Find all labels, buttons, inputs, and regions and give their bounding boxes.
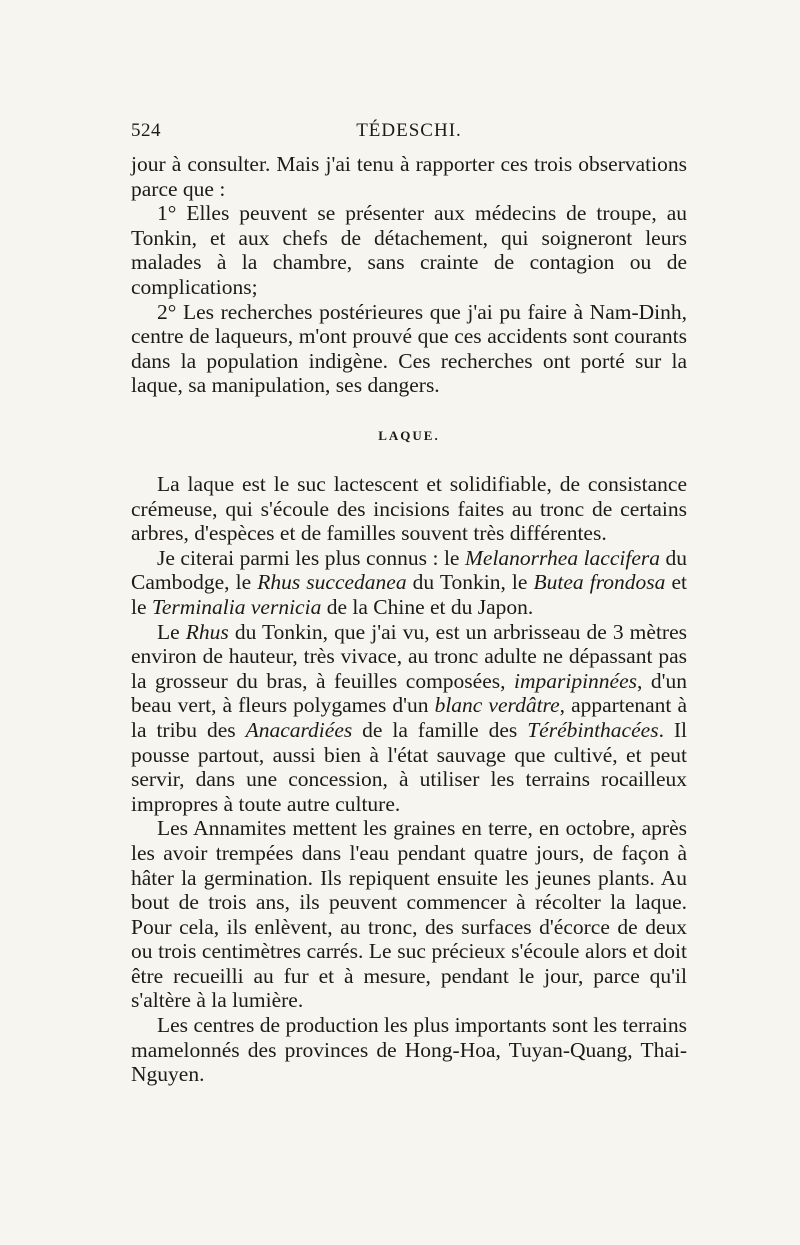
- paragraph: 1° Elles peuvent se présenter aux médecins de troupe, au Tonkin, et aux chefs de détachement, qui soigneront leurs malades à la chambre, sans crainte de contagion ou de complications;: [131, 201, 687, 299]
- text-block-intro: [131, 152, 687, 398]
- botanical-term: blanc verdâtre: [434, 693, 560, 718]
- species-name: Terminalia vernicia: [151, 594, 322, 619]
- text-run: et le: [131, 570, 687, 619]
- text-run: de la Chine et du Japon.: [321, 594, 534, 619]
- paragraph: [131, 546, 687, 620]
- paragraph: La laque est le suc lactescent et solidifiable, de consistance crémeuse, qui s'écoule des incisions faites au tronc de certains arbres, d'espèces et de familles souvent très différentes.: [131, 472, 687, 546]
- family-name: Térébinthacées: [527, 717, 659, 742]
- section-title: LAQUE.: [378, 428, 440, 443]
- text-run: Je citerai parmi les plus connus : le: [157, 545, 465, 570]
- text-run: Le: [157, 619, 186, 644]
- paragraph: [131, 620, 687, 817]
- page-header: [131, 120, 687, 148]
- paragraph: 2° Les recherches postérieures que j'ai pu faire à Nam-Dinh, centre de laqueurs, m'ont prouvé que ces accidents sont courants dans la population indigène. Ces recherches ont porté sur la laque, sa manipulation, ses dangers.: [131, 299, 687, 398]
- species-name: Butea frondosa: [533, 570, 666, 595]
- species-name: Melanorrhea laccifera: [465, 545, 660, 570]
- paragraph: jour à consulter. Mais j'ai tenu à rapporter ces trois observations parce que :: [131, 152, 687, 201]
- text-block-laque: [131, 472, 687, 1087]
- running-title: TÉDESCHI.: [356, 120, 462, 141]
- text-run: du Tonkin, le: [406, 570, 534, 595]
- paragraph: Les centres de production les plus importants sont les terrains mamelonnés des provinces de Hong-Hoa, Tuyan-Quang, Thai-Nguyen.: [131, 1013, 687, 1087]
- text-run: du Tonkin, que j'ai vu, est un arbrisseau de 3 mètres environ de hauteur, très vivace, au tronc adulte ne dépassant pas la grosseur du bras, à feuilles composées,: [131, 619, 687, 693]
- text-run: de la famille des: [352, 717, 528, 742]
- genus-name: Rhus: [185, 619, 229, 644]
- text-run: . Il pousse partout, aussi bien à l'état sauvage que cultivé, et peut servir, dans une concession, à utiliser les terrains rocailleux impropres à toute autre culture.: [131, 717, 687, 816]
- botanical-term: imparipinnées: [513, 668, 638, 693]
- species-name: Rhus succedanea: [257, 570, 407, 595]
- tribe-name: Anacardiées: [245, 717, 353, 742]
- text-run: , d'un beau vert, à fleurs polygames d'un: [131, 668, 687, 718]
- paragraph: Les Annamites mettent les graines en terre, en octobre, après les avoir trempées dans l'eau pendant quatre jours, de façon à hâter la germination. Ils repiquent ensuite les jeunes plants. Au bout de trois ans, ils peuvent commencer à récolter la laque. Pour cela, ils enlèvent, au tronc, des surfaces d'écorce de deux ou trois centimètres carrés. Le suc précieux s'écoule alors et doit être recueilli au fur et à mesure, pendant le jour, parce qu'il s'altère à la lumière.: [131, 816, 687, 1013]
- text-run: , appartenant à la tribu des: [131, 693, 687, 742]
- page-number: 524: [131, 120, 161, 141]
- text-run: du Cambodge, le: [131, 545, 688, 595]
